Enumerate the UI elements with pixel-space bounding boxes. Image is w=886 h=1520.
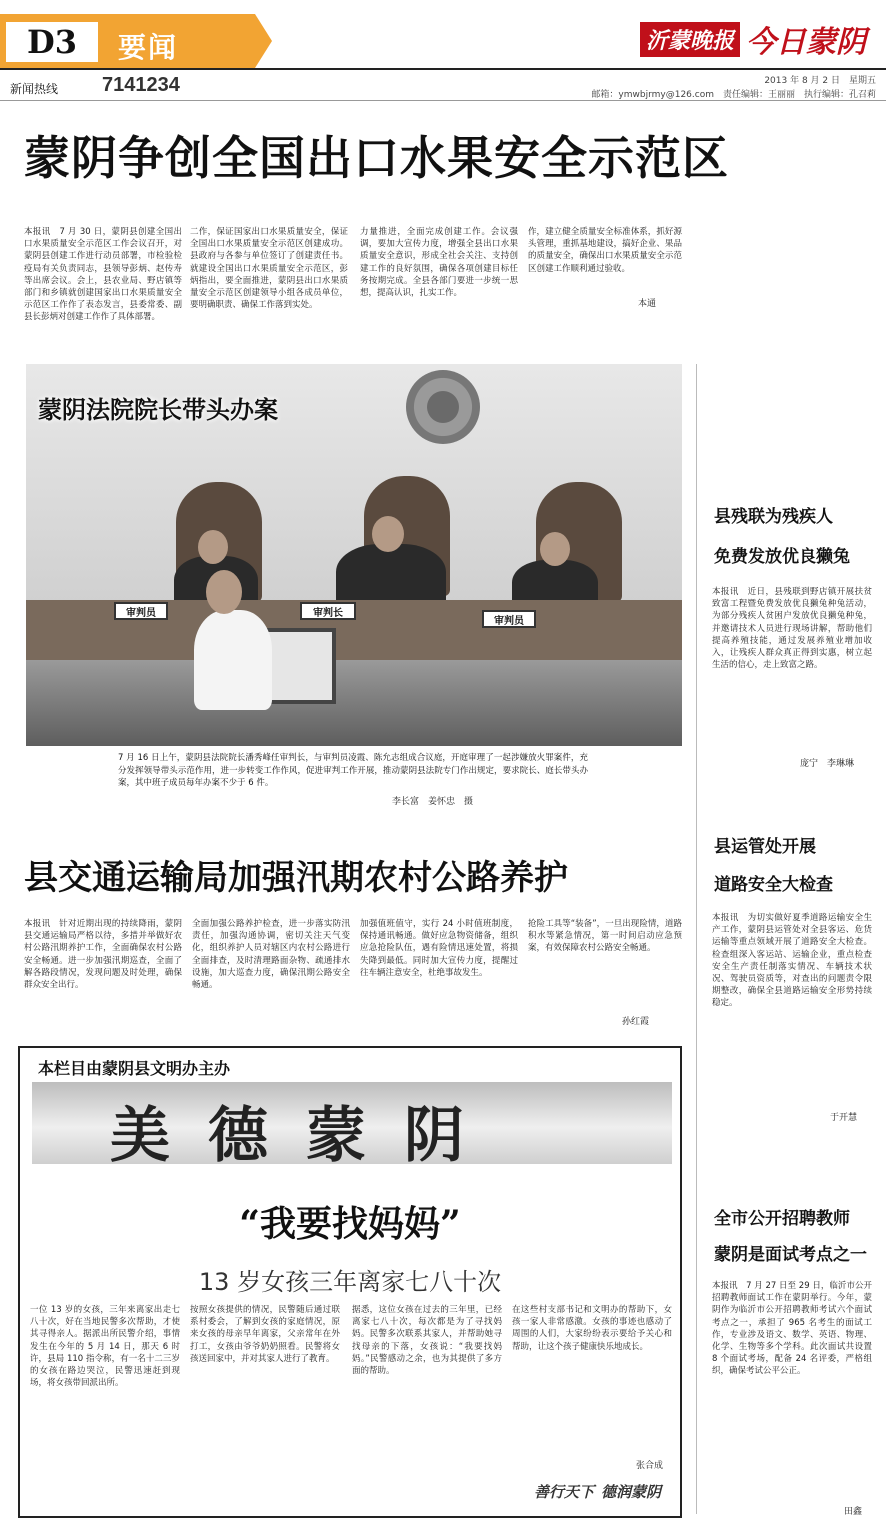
stamp-b: 德润蒙阴	[600, 1483, 661, 1501]
traffic-col-4: 抢险工具等“装备”，一旦出现险情，道路积水等紧急情况，第一时间启动应急预案，有效保障农村公路安全畅通。	[528, 919, 682, 954]
lead-col-4: 作，建立健全质量安全标准体系，抓好源头管理，重抓基地建设，搞好企业、果品的质量安全，确保出口水果质量安全示范区创建工作顺利通过验收。	[528, 227, 682, 274]
sign-left: 审判员	[114, 602, 168, 620]
masthead-logo-a: 沂蒙晚报	[640, 22, 740, 57]
traffic-headline: 县交通运输局加强汛期农村公路养护	[24, 858, 568, 898]
traffic-author: 孙红霞	[622, 1017, 650, 1027]
virtue-subhead: 13 岁女孩三年离家七八十次	[198, 1268, 502, 1296]
virtue-author: 张合成	[636, 1461, 664, 1471]
judge-right-head	[540, 532, 570, 566]
side3-title-2: 蒙阴是面试考点之一	[714, 1245, 867, 1265]
header-rule	[0, 68, 886, 70]
sign-right: 审判员	[482, 610, 536, 628]
side1-author: 庞宁 李琳琳	[800, 759, 855, 769]
photo-credit: 李长富 姜怀忠 摄	[392, 797, 474, 807]
issue-date: 2013 年 8 月 2 日 星期五	[764, 76, 876, 86]
virtue-col-4: 在这些村支部书记和文明办的帮助下，女孩一家人非常感激。女孩的事迹也感动了周围的人们，大家纷纷表示要给予关心和帮助，让这个孩子健康快乐地成长。	[512, 1305, 672, 1352]
side1-title-1: 县残联为残疾人	[714, 507, 833, 527]
lead-headline: 蒙阴争创全国出口水果安全示范区	[24, 131, 729, 185]
virtue-col-2: 按照女孩提供的情况，民警随后通过联系村委会，了解到女孩的家庭情况，原来女孩的母亲早年离家，父亲常年在外打工，女孩由爷爷奶奶照看。民警将女孩送回家中，并对其家人进行了教育。	[190, 1305, 340, 1364]
side1-body: 本报讯 近日，县残联到野店镇开展扶贫致富工程暨免费发放优良獭兔种兔活动，为部分残疾人贫困户发放优良獭兔种兔，并邀请技术人员进行现场讲解，帮助他们提高养殖技能，通过发展养殖业增加收入，让残疾人群众真正得到实惠，树立起生活的信心，走上致富之路。	[712, 587, 872, 671]
court-photo	[26, 364, 682, 746]
section-title: 要闻	[118, 31, 179, 64]
court-clerk	[194, 610, 272, 710]
hotline-label: 新闻热线	[10, 82, 59, 96]
clerk-desk	[26, 660, 682, 746]
virtue-banner-title: 美德蒙阴	[110, 1101, 502, 1171]
staff-line: 邮箱：ymwbjrmy@126.com 责任编辑：王丽丽 执行编辑：孔召莉	[591, 90, 876, 100]
side2-title-1: 县运管处开展	[714, 837, 816, 857]
photo-caption: 7 月 16 日上午，蒙阴县法院院长潘秀峰任审判长，与审判员凌霞、陈允志组成合议庭，开庭审理了一起涉嫌放火罪案件，充分发挥领导带头示范作用，进一步转变工作作风，促进审判工作开展，推动蒙阴县法院专门作出规定，要求院长、庭长带头办案，其中班子成员每年办案不少于 6 件。	[118, 753, 588, 788]
lead-col-3: 力量推进，全面完成创建工作。会议强调，要加大宣传力度，增强全县出口水果质量安全意识，形成全社会关注、支持创建工作的良好氛围，确保各项创建目标任务按期完成。全县各部门要进一步统一思想，提高认识，扎实工作。	[360, 227, 518, 299]
side3-author: 田鑫	[844, 1507, 863, 1517]
dateline	[591, 74, 876, 102]
side3-title-1: 全市公开招聘教师	[714, 1209, 850, 1229]
column-divider	[696, 364, 697, 1514]
virtue-col-1: 一位 13 岁的女孩，三年来离家出走七八十次，好在当地民警多次帮助，才使其寻得亲人。据派出所民警介绍，事情发生在今年的 5 月 14 日，那天 6 时许，县局 110 指令称，有一名十二三岁的女孩在路边哭泣，民警迅速赶到现场，将女孩带回派出所。	[30, 1305, 180, 1389]
header-rule-2	[0, 100, 886, 101]
sign-center: 审判长	[300, 602, 356, 620]
hotline-number: 7141234	[102, 74, 180, 96]
court-clerk-head	[206, 570, 242, 614]
traffic-col-2: 全面加强公路养护检查，进一步落实防汛责任，加强沟通协调，密切关注天气变化，组织养护人员对辖区内农村公路进行全面排查，及时清理路面杂物、疏通排水设施，加大巡查力度，确保汛期公路安全畅通。	[192, 919, 350, 991]
judge-left-head	[198, 530, 228, 564]
stamp-a: 善行天下	[534, 1483, 595, 1501]
lead-author: 本通	[638, 299, 657, 309]
virtue-sponsor: 本栏目由蒙阴县文明办主办	[38, 1059, 231, 1078]
lead-col-1: 本报讯 7 月 30 日，蒙阴县创建全国出口水果质量安全示范区工作会议召开，对蒙阴县创建工作进行动员部署，市检验检疫局有关负责同志，县领导彭炳、赵传寿等出席会议。会上，县农业局、野店镇等部门和乡镇就创建国家出口水果质量安全示范区工作作了表态发言，县委常委、副县长彭炳对创建工作作了具体部署。	[24, 227, 182, 323]
traffic-col-3: 加强值班值守，实行 24 小时值班制度，保持通讯畅通。做好应急物资储备，组织应急抢险队伍，遇有险情迅速处置，将损失降到最低。同时加大宣传力度，提醒过往车辆注意安全，杜绝事故发生。	[360, 919, 518, 978]
national-emblem-icon	[406, 370, 480, 444]
judge-center-head	[372, 516, 404, 552]
traffic-col-1: 本报讯 针对近期出现的持续降雨，蒙阴县交通运输局严格以待，多措并举做好农村公路汛期养护工作，全面确保农村公路安全畅通。进一步加强汛期巡查，全面了解各路段情况，发现问题及时处理，确保群众安全出行。	[24, 919, 182, 991]
side1-title-2: 免费发放优良獭兔	[714, 547, 850, 567]
virtue-headline: “我要找妈妈”	[239, 1203, 461, 1245]
virtue-stamp	[534, 1478, 661, 1502]
side2-title-2: 道路安全大检查	[714, 875, 833, 895]
masthead-logo-b: 今日蒙阴	[746, 25, 867, 60]
side2-body: 本报讯 为切实做好夏季道路运输安全生产工作，蒙阴县运管处对全县客运、危货运输等重点领域开展了道路安全大检查。检查组深入客运站、运输企业，重点检查安全生产责任制落实情况、车辆技术状况、驾驶员资质等，对查出的问题责令限期整改，确保全县道路运输安全形势持续稳定。	[712, 913, 872, 1009]
photo-title: 蒙阴法院院长带头办案	[38, 396, 278, 424]
masthead	[640, 20, 866, 58]
lead-col-2: 二作，保证国家出口水果质量安全，保证全国出口水果质量安全示范区创建成功。县政府与各参与单位签订了创建责任书。就建设全国出口水果质量安全示范区，彭炳指出，要全面推进，蒙阴县出口水果质量安全示范区创建领导小组各成员单位，要明确职责、确保工作落到实处。	[190, 227, 348, 311]
virtue-col-3: 据悉，这位女孩在过去的三年里，已经离家七八十次，每次都是为了寻找妈妈。民警多次联系其家人，并帮助她寻找母亲的下落，女孩说：“我要找妈妈。”民警感动之余，也为其提供了多方面的帮助。	[352, 1305, 502, 1377]
side3-body: 本报讯 7 月 27 日至 29 日，临沂市公开招聘教师面试工作在蒙阴举行。今年，蒙阴作为临沂市公开招聘教师考试六个面试考点之一，承担了 965 名考生的面试工作，专业涉及语文、数学、英语、物理、化学、生物等多个学科。此次面试共设置 8 个面试考场，配备 24 名评委，严格组织，确保考试公平公正。	[712, 1281, 872, 1377]
side2-author: 于开慧	[830, 1113, 858, 1123]
page-code: D3	[6, 22, 98, 62]
